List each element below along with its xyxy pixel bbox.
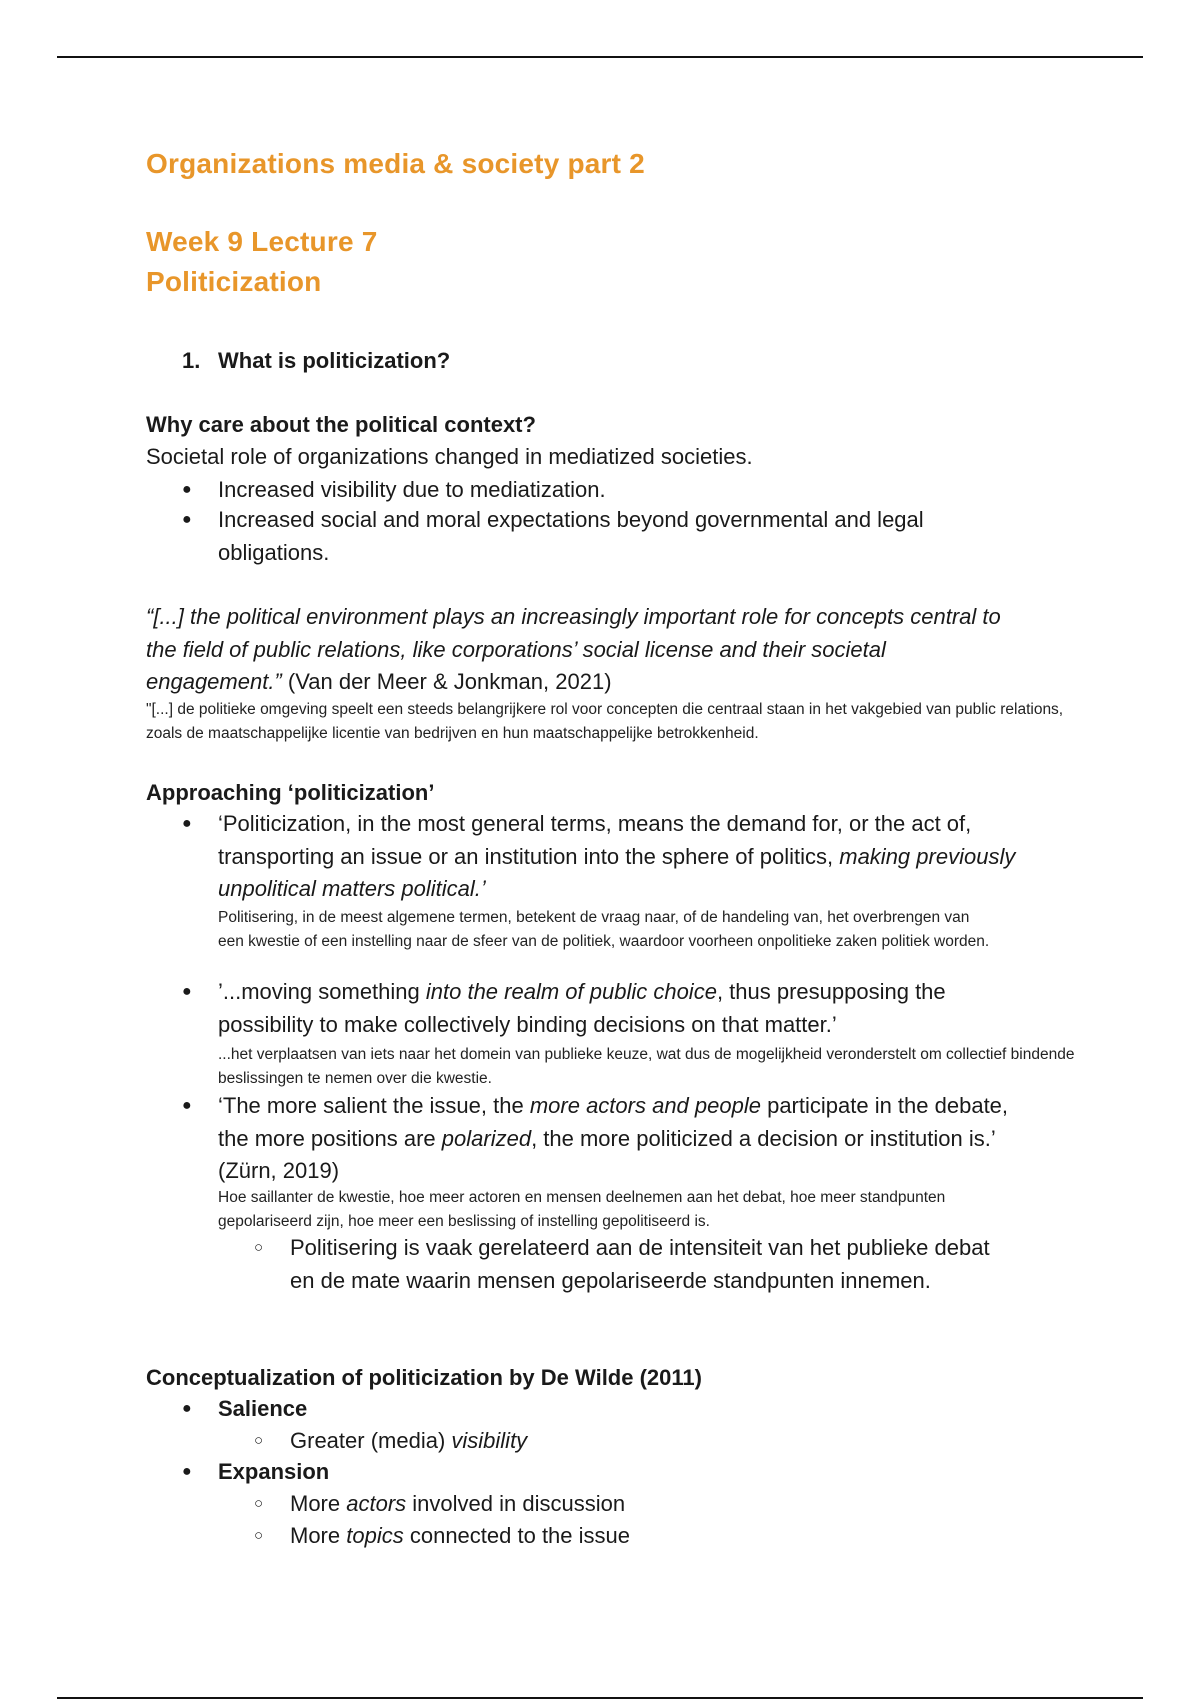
approach-bullet-3: ● ‘The more salient the issue, the more actors and people participate in the debate, the more positions are polarized, the more politicized a decision or institution is.’ (Zürn, 2019): [218, 1090, 1038, 1188]
week-heading: Week 9 Lecture 7: [146, 226, 378, 257]
context-bullet-2: ● Increased social and moral expectations beyond governmental and legal obligations.: [218, 504, 998, 569]
salience-sub-bullet: ○ Greater (media) visibility: [290, 1425, 1010, 1458]
block-quote: [146, 601, 1006, 699]
quote-text: “[...] the political environment plays an increasingly important role for concepts central to the field of public relations, like corporations’ social license and their societal engagement.”: [146, 604, 1001, 694]
approach-bullet-3-translation: Hoe saillanter de kwestie, hoe meer actoren en mensen deelnemen aan het debat, hoe meer standpunten gepolariseerd zijn, hoe meer een beslissing of instelling gepolitiseerd is.: [218, 1189, 946, 1230]
context-intro: Societal role of organizations changed in mediatized societies.: [146, 444, 753, 469]
topic-heading: Politicization: [146, 266, 322, 297]
expansion-bullet: ● Expansion: [218, 1456, 1078, 1489]
context-bullet-1: ● Increased visibility due to mediatization.: [218, 474, 1078, 507]
quote-translation: "[...] de politieke omgeving speelt een steeds belangrijkere rol voor concepten die centraal staan in het vakgebied van public relations, zoals de maatschappelijke licentie van bedrijven en hun maatschappelijke betrokkenheid.: [146, 701, 1064, 742]
expansion-sub-bullet-2: ○ More topics connected to the issue: [290, 1520, 1010, 1553]
section-title: What is politicization?: [218, 348, 451, 373]
salience-bullet: ● Salience: [218, 1393, 1078, 1426]
quote-citation: (Van der Meer & Jonkman, 2021): [281, 669, 612, 694]
approaching-heading: Approaching ‘politicization’: [146, 780, 435, 805]
section-number: 1.: [182, 348, 201, 373]
approach-bullet-2-translation: ...het verplaatsen van iets naar het domein van publieke keuze, wat dus de mogelijkheid veronderstelt om collectief bindende beslissingen te nemen over die kwestie.: [218, 1046, 1075, 1087]
top-rule: [57, 56, 1143, 58]
approach-sub-bullet: ○ Politisering is vaak gerelateerd aan de intensiteit van het publieke debat en de mate waarin mensen gepolariseerde standpunten innemen.: [290, 1232, 990, 1297]
section-heading: [182, 348, 450, 374]
approach-bullet-1-translation: Politisering, in de meest algemene termen, betekent de vraag naar, of de handeling van, het overbrengen van een kwestie of een instelling naar de sfeer van de politiek, waardoor voorheen onpolitieke zaken politiek worden.: [218, 909, 990, 950]
approach-bullet-1: ● ‘Politicization, in the most general terms, means the demand for, or the act of, transporting an issue or an institution into the sphere of politics, making previously unpolitical matters political.’: [218, 808, 1078, 906]
dewilde-heading: Conceptualization of politicization by De Wilde (2011): [146, 1365, 702, 1390]
expansion-sub-bullet-1: ○ More actors involved in discussion: [290, 1488, 1010, 1521]
bottom-rule: [57, 1697, 1143, 1699]
course-title: Organizations media & society part 2: [146, 148, 645, 179]
context-heading: Why care about the political context?: [146, 412, 536, 437]
approach-bullet-2: ● ’...moving something into the realm of public choice, thus presupposing the possibility to make collectively binding decisions on that matter.’: [218, 976, 1038, 1041]
